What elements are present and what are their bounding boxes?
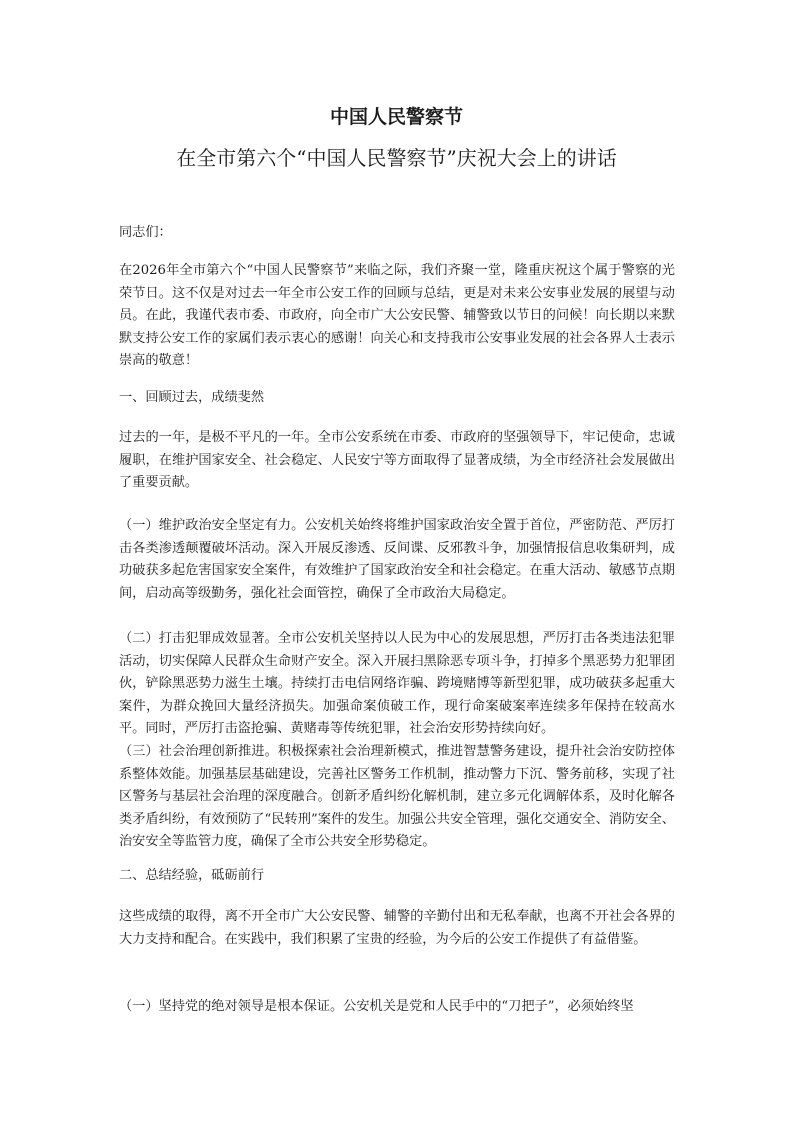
- document-title: 中国人民警察节: [329, 106, 463, 128]
- section-1-item-2: （二）打击犯罪成效显著。全市公安机关坚持以人民为中心的发展思想，严厉打击各类违法犯罪活动，切实保障人民群众生命财产安全。深入开展扫黑除恶专项斗争，打掉多个黑恶势力犯罪团伙，铲除黑恶势力滋生土壤。持续打击电信网络诈骗、跨境赌博等新型犯罪，成功破获多起重大案件，为群众挽回大量经济损失。加强命案侦破工作，现行命案破案率连续多年保持在较高水平。同时，严厉打击盗抢骗、黄赌毒等传统犯罪，社会治安形势持续向好。: [119, 631, 675, 737]
- section-1-heading: 一、回顾过去，成绩斐然: [119, 390, 265, 405]
- section-2-intro-paragraph: 这些成绩的取得，离不开全市广大公安民警、辅警的辛勤付出和无私奉献，也离不开社会各界的大力支持和配合。在实践中，我们积累了宝贵的经验，为今后的公安工作提供了有益借鉴。: [119, 909, 675, 947]
- section-1-intro-paragraph: 过去的一年，是极不平凡的一年。全市公安系统在市委、市政府的坚强领导下，牢记使命，忠诚履职，在维护国家安全、社会稳定、人民安宁等方面取得了显著成绩，为全市经济社会发展做出了重要贡献。: [119, 430, 675, 491]
- section-1-item-3: （三）社会治理创新推进。积极探索社会治理新模式，推进智慧警务建设，提升社会治安防控体系整体效能。加强基层基础建设，完善社区警务工作机制，推动警力下沉、警务前移，实现了社区警务与基层社会治理的深度融合。创新矛盾纠纷化解机制，建立多元化调解体系，及时化解各类矛盾纠纷，有效预防了“民转刑”案件的发生。加强公共安全管理，强化交通安全、消防安全、治安安全等监管力度，确保了全市公共安全形势稳定。: [119, 744, 675, 850]
- section-2-item-1: （一）坚持党的绝对领导是根本保证。公安机关是党和人民手中的“刀把子”，必须始终坚: [119, 999, 634, 1014]
- salutation: 同志们：: [119, 225, 172, 240]
- section-2-heading: 二、总结经验，砥砺前行: [119, 868, 265, 883]
- document-subtitle: 在全市第六个“中国人民警察节”庆祝大会上的讲话: [176, 146, 617, 170]
- section-1-item-1: （一）维护政治安全坚定有力。公安机关始终将维护国家政治安全置于首位，严密防范、严厉打击各类渗透颠覆破坏活动。深入开展反渗透、反间谍、反邪教斗争，加强情报信息收集研判，成功破获多起危害国家安全案件，有效维护了国家政治安全和社会稳定。在重大活动、敏感节点期间，启动高等级勤务，强化社会面管控，确保了全市政治大局稳定。: [119, 518, 675, 601]
- intro-paragraph: 在2026年全市第六个“中国人民警察节”来临之际，我们齐聚一堂，隆重庆祝这个属于警察的光荣节日。这不仅是对过去一年全市公安工作的回顾与总结，更是对未来公安事业发展的展望与动员。在此，我谨代表市委、市政府，向全市广大公安民警、辅警致以节日的问候！向长期以来默默支持公安工作的家属们表示衷心的感谢！向关心和支持我市公安事业发展的社会各界人士表示崇高的敬意！: [119, 263, 675, 369]
